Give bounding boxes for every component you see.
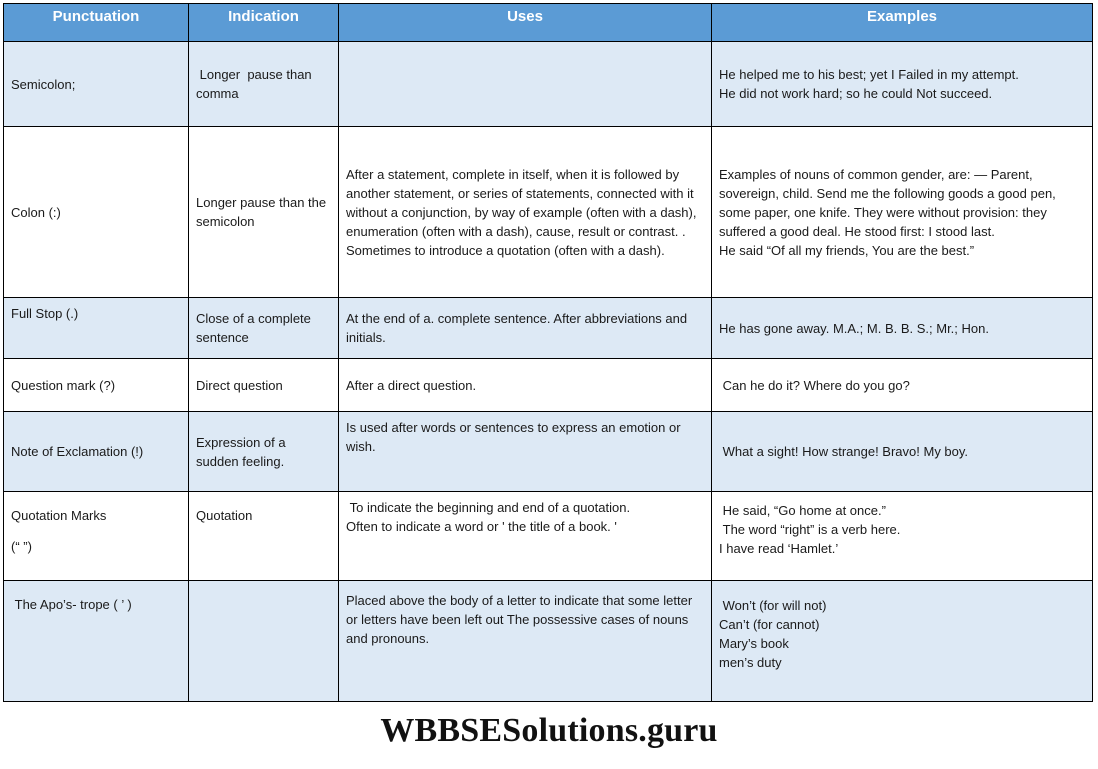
uses-line: Sometimes to introduce a quotation (often with a dash). [346,242,665,258]
table-row-quotation-marks [4,492,1093,581]
cell-uses [339,298,712,359]
uses-line: To indicate the beginning and end of a quotation. [346,500,631,515]
example-line: Can he do it? Where do you go? [719,377,910,393]
cell-punctuation: Question mark (?) [4,359,189,412]
cell-indication: Direct question [189,359,339,412]
cell-examples [712,298,1093,359]
table-row-colon [4,127,1093,298]
example-line: men’s duty [719,655,782,670]
example-line: Can’t (for cannot) [719,617,820,632]
table-row-semicolon [4,42,1093,127]
header-row [4,4,1093,42]
cell-indication: Close of a complete sentence [189,298,339,359]
uses-line: After a statement, complete in itself, when it is followed by another statement, or series of statements, connected with it without a conjunction, by way of example (often with a dash), enumeration (often with a dash), cause, result or contrast. . [346,166,701,239]
cell-punctuation [4,492,189,581]
cell-punctuation: Colon (:) [4,127,189,298]
header-punctuation: Punctuation [4,4,189,42]
table-row-full-stop [4,298,1093,359]
cell-examples [712,42,1093,127]
cell-examples [712,412,1093,492]
example-line: He has gone away. M.A.; M. B. B. S.; Mr.; Hon. [719,320,989,336]
cell-indication: Quotation [189,492,339,581]
punctuation-table [3,3,1093,702]
example-line: What a sight! How strange! Bravo! My boy. [719,444,969,459]
cell-uses [339,127,712,298]
cell-punctuation: Full Stop (.) [4,298,189,359]
cell-indication: Longer pause than the semicolon [189,127,339,298]
example-line: He said, “Go home at once.” [719,503,886,518]
example-line: I have read ‘Hamlet.’ [719,541,839,556]
uses-line: Placed above the body of a letter to indicate that some letter or letters have been left out The possessive cases of nouns and pronouns. [346,593,696,646]
uses-line: Often to indicate a word or ' the title of a book. ' [346,519,617,534]
cell-uses [339,581,712,702]
example-line: The word “right” is a verb here. [719,522,901,537]
example-line: He did not work hard; so he could Not succeed. [719,86,993,101]
cell-indication: Expression of a sudden feeling. [189,412,339,492]
example-line: He helped me to his best; yet I Failed in my attempt. [719,67,1019,82]
uses-line: At the end of a. complete sentence. After abbreviations and initials. [346,311,691,345]
cell-uses [339,412,712,492]
table-row-question-mark [4,359,1093,412]
cell-punctuation: Note of Exclamation (!) [4,412,189,492]
example-line: Mary’s book [719,636,789,651]
header-examples: Examples [712,4,1093,42]
cell-uses [339,359,712,412]
cell-indication [189,42,339,127]
cell-punctuation: Semicolon; [4,42,189,127]
uses-line: Is used after words or sentences to express an emotion or wish. [346,420,685,454]
example-line: Examples of nouns of common gender, are: — Parent, sovereign, child. Send me the following goods a good pen, some paper, one knife. They were without provision: they suffered a good deal. He stood first: I stood last. [719,166,1060,239]
site-watermark: WBBSESolutions.guru [380,712,718,749]
uses-line: After a direct question. [346,377,477,393]
table-row-exclamation [4,412,1093,492]
example-line: Won’t (for will not) [719,598,827,613]
cell-indication [189,581,339,702]
punctuation-name: Quotation Marks [11,508,107,523]
cell-examples [712,492,1093,581]
punctuation-symbol: (“ ”) [11,539,32,554]
cell-uses [339,42,712,127]
table-row-apostrophe [4,581,1093,702]
header-uses: Uses [339,4,712,42]
cell-examples [712,127,1093,298]
indication-text: Longer pause than comma [196,67,316,101]
cell-examples [712,359,1093,412]
header-indication: Indication [189,4,339,42]
cell-examples [712,581,1093,702]
cell-uses [339,492,712,581]
example-line: He said “Of all my friends, You are the best.” [719,242,975,258]
cell-punctuation: The Apo’s- trope ( ’ ) [4,581,189,702]
